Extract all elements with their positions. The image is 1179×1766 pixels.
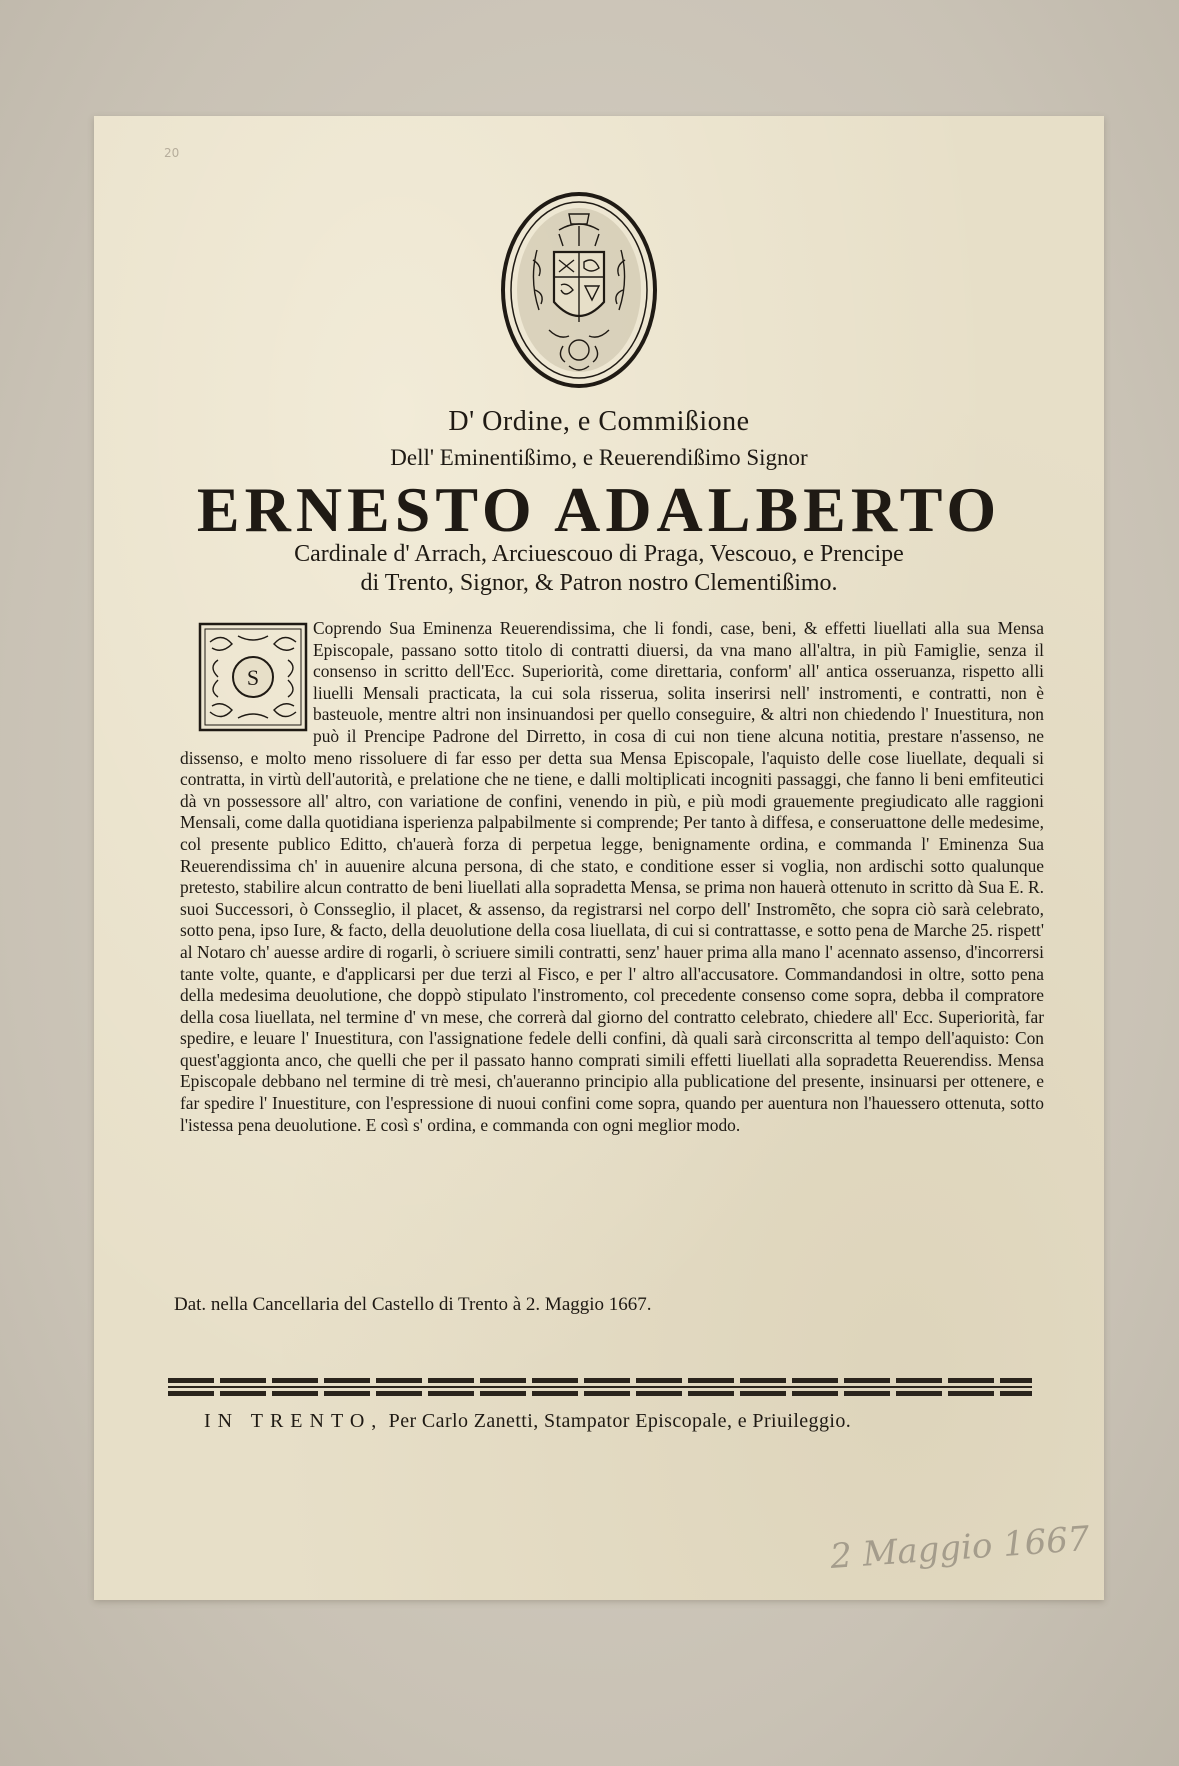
edict-body-text: Coprendo Sua Eminenza Reuerendissima, che li fondi, case, beni, & effetti liuellati alla sua Mensa Episcopale, passano sotto titolo di contratti diuersi, da vna mano all'altra, in più Famiglie, senza il consenso in scritto dell'Ecc. Superiorità, come direttaria, conform' all' antica osseruanza, rispetto alli liuelli Mensali practicata, la cui sola risserua, solita inserirsi nell' instromenti, e contratti, non è basteuole, mentre altri non insinuandosi per quello conseguire, & altri non chiedendo l' Inuestitura, non può il Prencipe Padrone del Dirretto, in cosa di cui non tiene alcuna notitia, prestare n'assenso, ne dissenso, e molto meno rissoluere di far esso per detta sua Mensa Episcopale, l'aquisto delle cose liuellate, dequali si contratta, in virtù dell'autorità, e prelatione che ne tiene, e dalli moltiplicati incogniti passaggi, che fanno li beni emfiteutici dà vn possessore all' altro, con variatione de confini, venendo in più, e più modi grauemente pregiudicato alle raggioni Mensali, come dalla quotidiana isperienza palpabilmente si comprende; Per tanto à diffesa, e conseruattone delle medesime, col presente publico Editto, ch'auerà forza di perpetua legge, benignamente ordina, e commanda l' Eminenza Sua Reuerendissima ch' in auuenire alcuna persona, di che stato, e conditione esser si voglia, non ardischi sotto qualunque pretesto, stabilire alcun contratto de beni liuellati alla sopradetta Mensa, se prima non hauerà ottenuto in scritto dà Sua E. R. suoi Successori, ò Consseglio, il placet, & assenso, da registrarsi nel corpo dell' Instromẽto, che sopra ciò sarà celebrato, sotto pena, ipso Iure, & facto, della deuolutione della cosa liuellata, di cui si contrattasse, e sotto pena de Marche 25. rispett' al Notaro ch' auesse ardire di rogarli, ò scriuere simili contratti, senz' hauer prima alla mano l' acennato assenso, d'incorrersi tante volte, quante, e d'applicarsi per due terzi al Fisco, e per l' altro all'accusatore. Commandandosi in oltre, sotto pena della medesima deuolutione, che doppò stipulato l'instromento, col precedente consenso come sopra, debba il compratore della cosa liuellata, nel termine d' vn mese, che correrà dal giorno del contratto celebrato, chiedere all' Ecc. Superiorità, far spedire, e leuare l' Inuestitura, con l'assignatione fedele delli confini, dà quali sarà circonscritta al tempo dell'aquisto: Con quest'aggionta anco, che quelli che per il passato hanno comprati simili effetti liuellati alla sopradetta Reuerendiss. Mensa Episcopale debbano nel termine di trè mesi, ch'aueranno principio alla publicatione del presente, insinuarsi per ottenere, e far spedire l' Inuestiture, con l'espressione di nuoui confini come sopra, quando per auentura non l'hauessero ottenuta, sotto l'istessa pena deuolutione. E così s' ordina, e commanda con ogni meglior modo. (180, 618, 1044, 1135)
edict-sheet (94, 116, 1104, 1600)
dateline: Dat. nella Cancellaria del Castello di Trento à 2. Maggio 1667. (174, 1294, 652, 1315)
heading-name: ERNESTO ADALBERTO (196, 474, 1002, 545)
pencil-mark: 20 (164, 146, 180, 160)
rule-dashed (168, 1378, 1032, 1383)
initial-letter: S (246, 665, 260, 690)
handwritten-date-note: 2 Maggio 1667 (828, 1518, 1091, 1578)
printer-imprint (204, 1410, 1024, 1433)
heading-authority: Dell' Eminentißimo, e Reuerendißimo Signor (390, 445, 808, 470)
titles-line-1: Cardinale d' Arrach, Arciuescouo di Praga, Vescouo, e Prencipe (294, 541, 904, 567)
rule-dashed (168, 1391, 1032, 1396)
heading-titles (174, 540, 1024, 598)
printer-rule (168, 1378, 1032, 1399)
edict-body (180, 618, 1044, 1136)
titles-line-2: di Trento, Signor, & Patron nostro Clementißimo. (360, 570, 838, 596)
coat-of-arms-seal-icon (499, 190, 659, 390)
imprint-printer: Per Carlo Zanetti, Stampator Episcopale, e Priuileggio. (383, 1410, 852, 1432)
imprint-city: IN TRENTO, (204, 1410, 384, 1432)
heading-order: D' Ordine, e Commißione (448, 406, 750, 437)
rule-thin (168, 1386, 1032, 1388)
decorated-initial-icon (198, 622, 308, 732)
